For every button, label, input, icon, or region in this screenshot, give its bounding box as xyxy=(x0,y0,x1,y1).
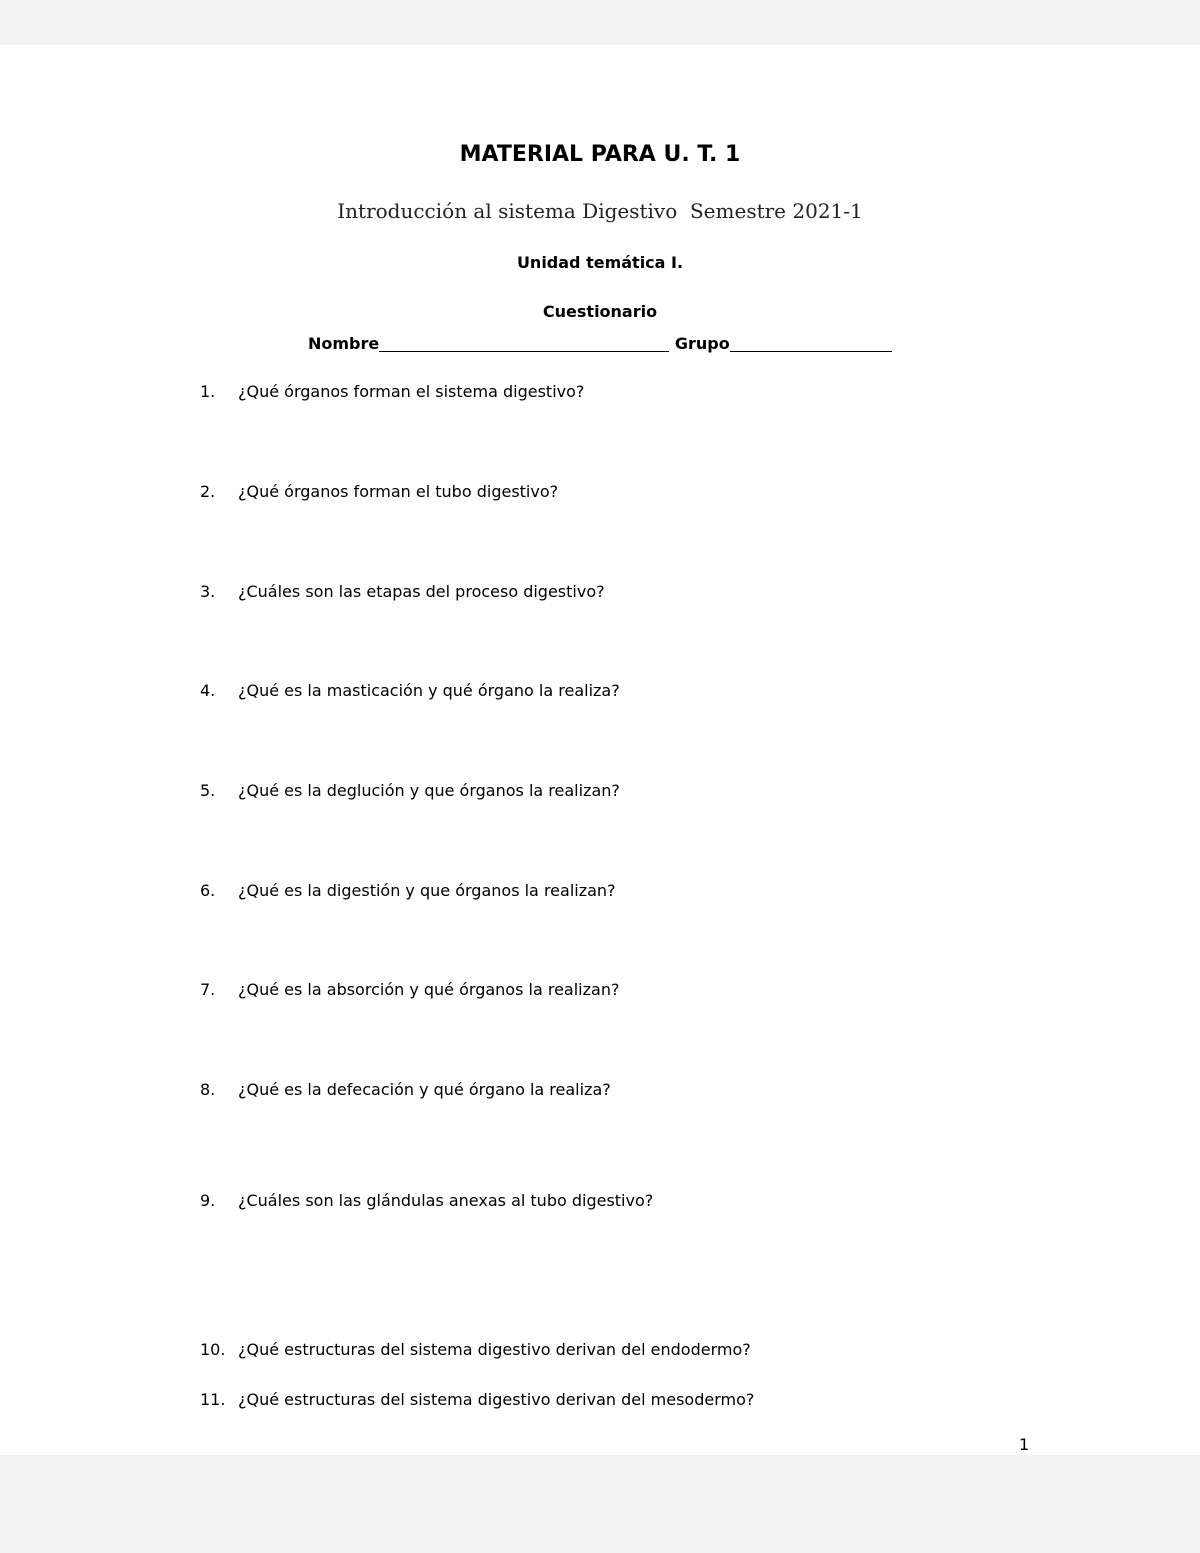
question-text: ¿Qué órganos forman el tubo digestivo? xyxy=(238,482,559,501)
question-number: 6. xyxy=(200,881,216,900)
group-label: Grupo xyxy=(674,334,730,353)
name-label: Nombre xyxy=(308,334,380,353)
question-number: 3. xyxy=(200,582,216,601)
question-number: 10. xyxy=(200,1340,226,1359)
question-text: ¿Qué es la deglución y que órganos la realizan? xyxy=(238,781,620,800)
question-item xyxy=(200,1080,611,1099)
question-text: ¿Cuáles son las etapas del proceso digestivo? xyxy=(238,582,605,601)
question-item xyxy=(200,881,616,900)
question-item xyxy=(200,1390,754,1409)
question-text: ¿Qué es la absorción y qué órganos la realizan? xyxy=(238,980,620,999)
question-item xyxy=(200,1340,751,1359)
question-text: ¿Qué estructuras del sistema digestivo derivan del endodermo? xyxy=(238,1340,751,1359)
question-number: 8. xyxy=(200,1080,216,1099)
page-number: 1 xyxy=(1019,1435,1030,1454)
name-blank-line xyxy=(379,333,669,352)
group-blank-line xyxy=(730,333,892,352)
question-item xyxy=(200,681,620,700)
question-number: 2. xyxy=(200,482,216,501)
section-heading: Cuestionario xyxy=(542,302,658,321)
document-page xyxy=(0,45,1200,1455)
question-item xyxy=(200,482,558,501)
question-number: 5. xyxy=(200,781,216,800)
name-group-row xyxy=(308,333,892,353)
question-text: ¿Qué estructuras del sistema digestivo derivan del mesodermo? xyxy=(238,1390,755,1409)
document-title: MATERIAL PARA U. T. 1 xyxy=(459,142,741,167)
question-item xyxy=(200,582,605,601)
question-text: ¿Qué es la masticación y qué órgano la realiza? xyxy=(238,681,620,700)
question-text: ¿Cuáles son las glándulas anexas al tubo digestivo? xyxy=(238,1191,654,1210)
question-item xyxy=(200,382,584,401)
question-item xyxy=(200,1191,653,1210)
question-number: 9. xyxy=(200,1191,216,1210)
document-subtitle: Introducción al sistema Digestivo Semestre 2021-1 xyxy=(337,199,863,223)
question-text: ¿Qué es la digestión y que órganos la realizan? xyxy=(238,881,616,900)
question-text: ¿Qué órganos forman el sistema digestivo? xyxy=(238,382,585,401)
question-text: ¿Qué es la defecación y qué órgano la realiza? xyxy=(238,1080,611,1099)
unit-heading: Unidad temática I. xyxy=(516,253,684,272)
question-item xyxy=(200,781,620,800)
question-number: 7. xyxy=(200,980,216,999)
question-item xyxy=(200,980,619,999)
question-number: 1. xyxy=(200,382,216,401)
question-number: 11. xyxy=(200,1390,226,1409)
question-number: 4. xyxy=(200,681,216,700)
